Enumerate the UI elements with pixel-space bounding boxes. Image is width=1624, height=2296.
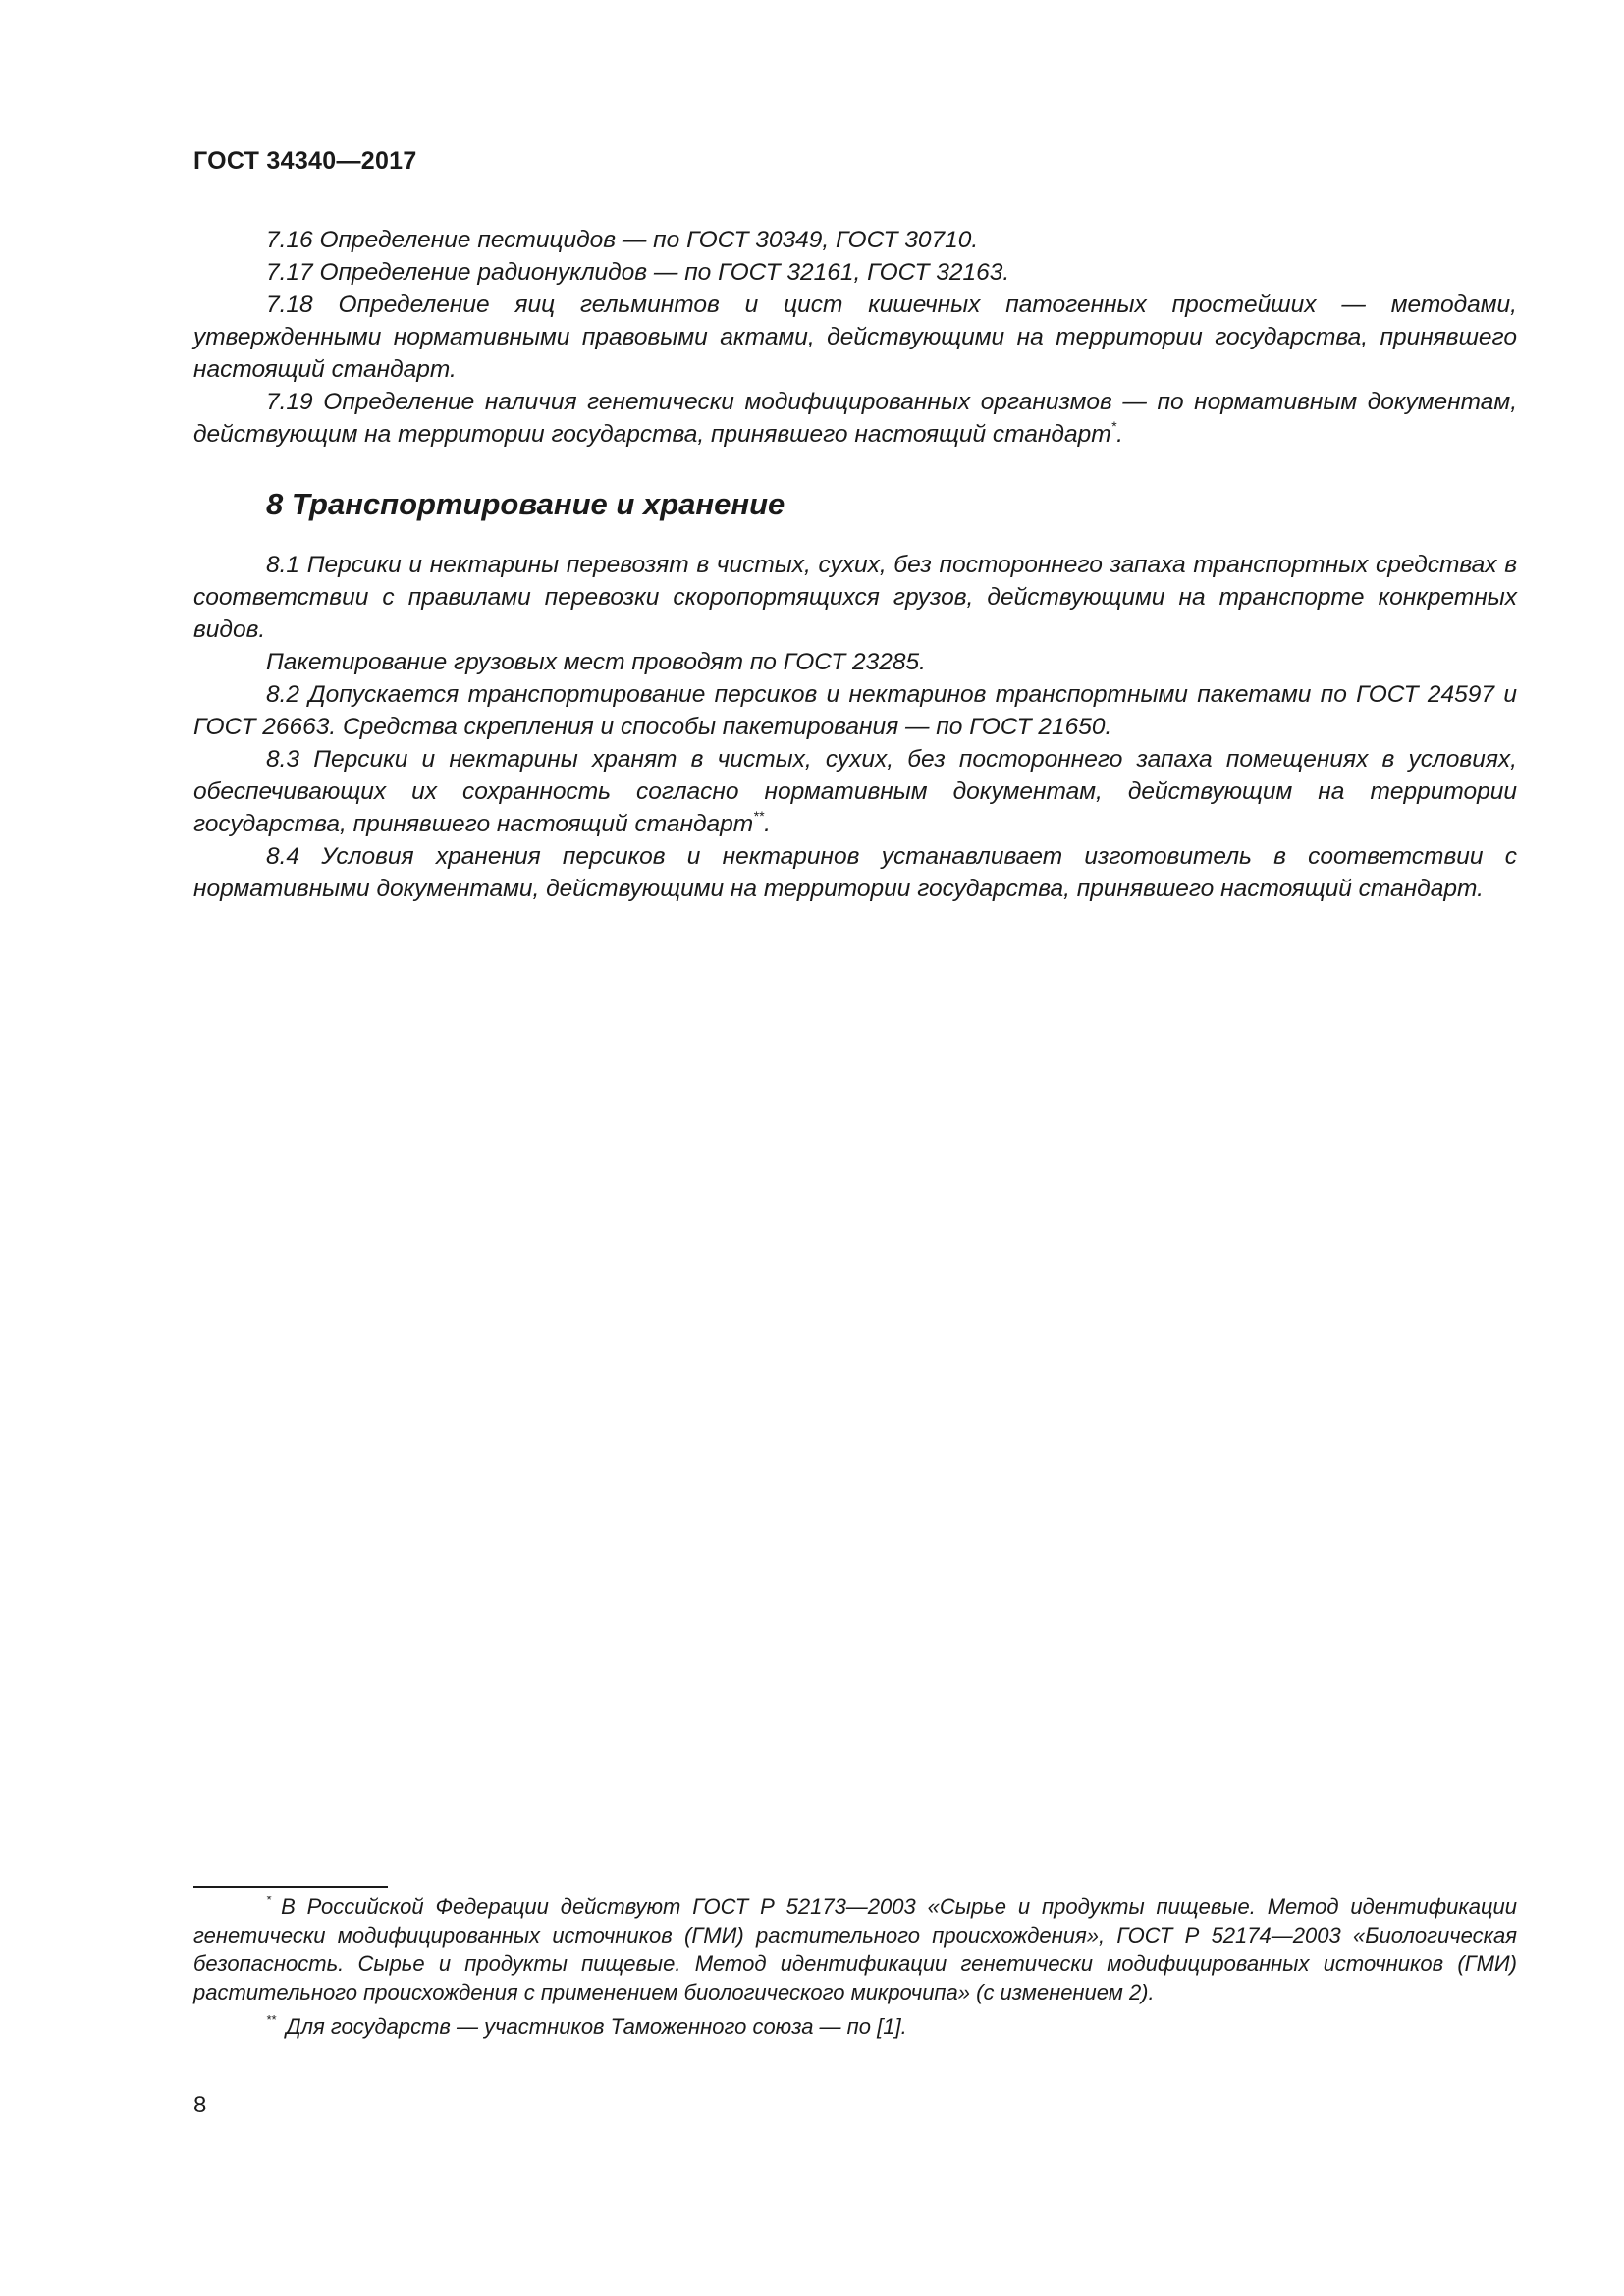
footnote-1-text: В Российской Федерации действуют ГОСТ Р 52173—2003 «Сырье и продукты пищевые. Метод идентификации генетически модифицированных источников (ГМИ) растительного происхождения», ГОСТ Р 52174—2003 «Биологическая безопасность. Сырье и продукты пищевые. Метод идентификации генетически модифицированных источников (ГМИ) растительного происхождения с применением биологического микрочипа» (с изменением 2). — [193, 1895, 1517, 2004]
paragraph-7-18: 7.18 Определение яиц гельминтов и цист кишечных патогенных простейших — методами, утвержденными нормативными правовыми актами, действующими на территории государства, принявшего настоящий стандарт. — [193, 292, 1517, 383]
paragraph-7-16: 7.16 Определение пестицидов — по ГОСТ 30349, ГОСТ 30710. — [266, 227, 979, 253]
footnote-separator — [193, 1886, 388, 1888]
footnote-ref-1[interactable]: * — [1110, 418, 1117, 434]
main-content — [193, 224, 1517, 905]
section-8-heading: 8 Транспортирование и хранение — [266, 487, 785, 521]
paragraph-7-19-end: . — [1116, 421, 1123, 448]
paragraph-7-19-text: 7.19 Определение наличия генетически модифицированных организмов — по нормативным документам, действующим на территории государства, принявшего настоящий стандарт — [193, 389, 1517, 448]
paragraph-8-1: 8.1 Персики и нектарины перевозят в чистых, сухих, без постороннего запаха транспортных средствах в соответствии с правилами перевозки скоропортящихся грузов, действующими на транспорте конкретных видов. — [193, 552, 1517, 643]
footnote-2-mark: ** — [266, 2012, 277, 2027]
paragraph-8-3-text: 8.3 Персики и нектарины хранят в чистых, сухих, без постороннего запаха помещениях в условиях, обеспечивающих их сохранность согласно нормативным документам, действующим на территории государства, принявшего настоящий стандарт — [193, 746, 1517, 837]
page-number: 8 — [193, 2092, 207, 2118]
paragraph-8-2: 8.2 Допускается транспортирование персиков и нектаринов транспортными пакетами по ГОСТ 24597 и ГОСТ 26663. Средства скрепления и способы пакетирования — по ГОСТ 21650. — [193, 681, 1517, 740]
footnote-2 — [193, 2012, 1517, 2041]
footnote-ref-2[interactable]: ** — [753, 808, 765, 824]
paragraph-8-3-end: . — [764, 811, 771, 837]
footnote-1 — [193, 1893, 1517, 2006]
paragraph-8-4: 8.4 Условия хранения персиков и нектаринов устанавливает изготовитель в соответствии с нормативными документами, действующими на территории государства, принявшего настоящий стандарт. — [193, 843, 1517, 902]
footnote-1-mark: * — [266, 1893, 272, 1907]
paragraph-7-19 — [193, 386, 1517, 451]
document-id-header: ГОСТ 34340—2017 — [193, 147, 417, 175]
footnote-2-text: Для государств — участников Таможенного союза — по [1]. — [286, 2014, 907, 2039]
footnotes — [193, 1893, 1517, 2041]
paragraph-7-17: 7.17 Определение радионуклидов — по ГОСТ 32161, ГОСТ 32163. — [266, 259, 1010, 286]
paragraph-8-3 — [193, 743, 1517, 840]
paragraph-8-1-packaging: Пакетирование грузовых мест проводят по ГОСТ 23285. — [266, 649, 926, 675]
